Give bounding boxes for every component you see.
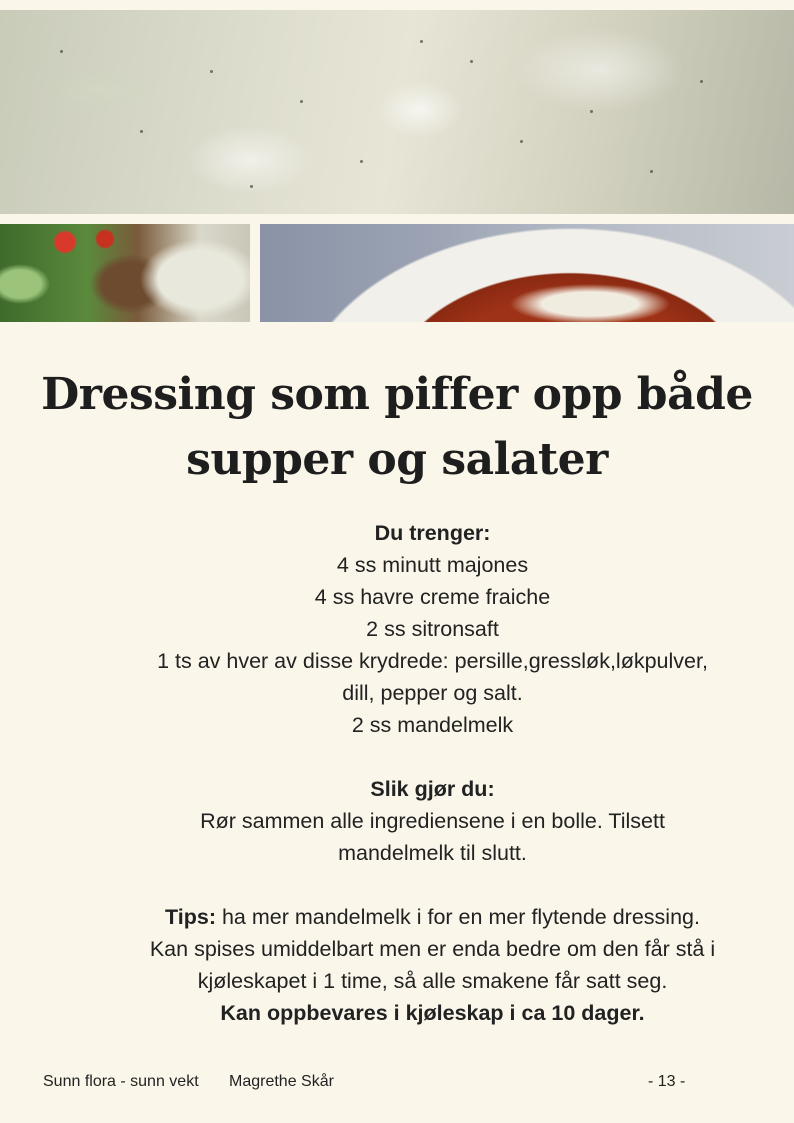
footer-book-title: Sunn flora - sunn vekt (43, 1073, 199, 1090)
tips-line-1 (100, 901, 765, 933)
herb-speck (520, 140, 523, 143)
herb-speck (360, 160, 363, 163)
dressing-photo (0, 10, 794, 214)
tips-line-2: Kan spises umiddelbart men er enda bedre om den får stå i (149, 937, 716, 961)
herb-speck (420, 40, 423, 43)
herb-speck (650, 170, 653, 173)
herb-speck (210, 70, 213, 73)
tips-label: Tips: (165, 905, 216, 929)
title-line-2: supper og salater (186, 434, 608, 485)
ingredient-item: 2 ss sitronsaft (366, 617, 499, 641)
ingredient-item: 4 ss havre creme fraiche (314, 585, 551, 609)
ingredient-item: dill, pepper og salt. (342, 681, 523, 705)
ingredients-heading: Du trenger: (374, 521, 491, 545)
herb-speck (140, 130, 143, 133)
ingredient-item: 4 ss minutt majones (336, 553, 529, 577)
footer-author: Magrethe Skår (229, 1073, 334, 1090)
spacer (100, 741, 765, 773)
soup-photo (260, 224, 794, 322)
storage-note: Kan oppbevares i kjøleskap i ca 10 dager. (220, 1001, 645, 1025)
recipe-body (100, 517, 765, 1029)
herb-speck (250, 185, 253, 188)
herb-speck (60, 50, 63, 53)
herb-speck (700, 80, 703, 83)
herb-speck (590, 110, 593, 113)
recipe-title (40, 362, 754, 492)
herb-speck (300, 100, 303, 103)
page-number: - 13 - (648, 1073, 686, 1090)
salad-photo (0, 224, 250, 322)
title-line-1: Dressing som piffer opp både (41, 369, 753, 420)
method-line: mandelmelk til slutt. (338, 841, 527, 865)
ingredient-item: 2 ss mandelmelk (351, 713, 514, 737)
method-heading: Slik gjør du: (370, 777, 495, 801)
ingredient-item: 1 ts av hver av disse krydrede: persille,gressløk,løkpulver, (157, 649, 708, 673)
method-line: Rør sammen alle ingrediensene i en bolle. Tilsett (200, 809, 665, 833)
tips-text: ha mer mandelmelk i for en mer flytende dressing. (216, 905, 700, 929)
spacer (100, 869, 765, 901)
herb-speck (470, 60, 473, 63)
tips-line-3: kjøleskapet i 1 time, så alle smakene får satt seg. (197, 969, 668, 993)
